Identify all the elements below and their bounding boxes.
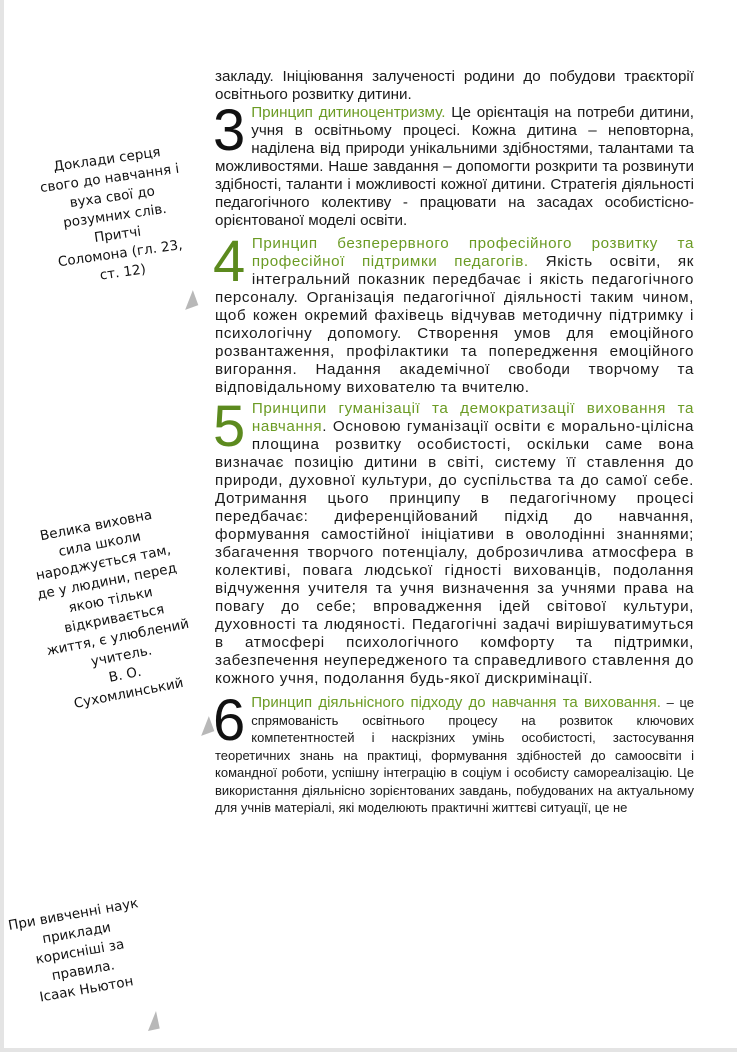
section-3-body: Це орієнтація на потреби дитини, учня в освітньому процесі. Кожна дитина – неповторна, наділена від природи унікальними здібностями, талантами та можливостями. Наше завдання – допомогти розкрити та розвинути здібності, таланти і можливості кожної дитини. Стратегія діяльності педагогічного колективу - працювати на засадах особистісно-орієнтованої моделі освіти. bbox=[215, 104, 695, 229]
main-text-column bbox=[215, 68, 694, 817]
page-curl-icon bbox=[196, 716, 215, 736]
section-4-title: Принцип безперервного професійного розвитку та професійної підтримки педагогів. bbox=[251, 235, 694, 270]
page-edge-left bbox=[0, 0, 4, 1052]
intro-paragraph: закладу. Ініціювання залученості родини до побудови траєкторії освітнього розвитку дитини. bbox=[215, 68, 694, 103]
section-6 bbox=[213, 688, 694, 817]
section-6-title: Принцип діяльнісного підходу до навчання та виховання. bbox=[251, 694, 661, 711]
section-4-body: Якість освіти, як інтегральний показник передбачає і якість педагогічного персоналу. Організація педагогічної діяльності таким чином, щоб кожен окремий фахівець відчував методичну підтримку і психологічну допомогу. Створення умов для емоційного розвантаження, профілактики та попередження емоційного вигорання. Надання академічної свободи творчому та відповідальному вихователю та вчителю. bbox=[215, 253, 694, 396]
section-5-title: Принципи гуманізації та демократизації виховання та навчання bbox=[251, 400, 694, 435]
section-4-number: 4 bbox=[213, 229, 246, 294]
page-curl-icon bbox=[180, 290, 199, 310]
section-5-body: . Основою гуманізації освіти є морально-цілісна площина розвитку особистості, оскільки саме вона визначає позицію дитини в світі, систему її ставлення до природи, духовної культури, до суспільства та до самої себе. Дотримання цього принципу в педагогічному процесі передбачає: диференційований підхід до навчання, формування самостійної ініціативи в оволодінні знаннями; збагачення творчого потенціалу, доброзичлива атмосфера в колективі, повага людської гідності вихованців, подолання відчуження учителя та учня визначення за учнями права на повагу до себе; впровадження ідей світової культури, духовності та людяності. Педагогічні задачі вирішуватимуться в атмосфері психологічного комфорту та підтримки, забезпечення неупередженого та справедливого ставлення до кожного учня, подолання будь-якої дискримінації. bbox=[215, 418, 694, 687]
page-curl-icon bbox=[144, 1011, 159, 1031]
section-5 bbox=[213, 394, 694, 688]
section-5-number: 5 bbox=[213, 394, 246, 459]
section-3-number: 3 bbox=[213, 98, 246, 163]
section-3-title: Принцип дитиноцентризму. bbox=[251, 104, 446, 121]
section-3-paragraph bbox=[213, 98, 695, 230]
section-6-number: 6 bbox=[213, 688, 246, 753]
margin-quote-sukhomlynsky: Велика виховна сила школи народжується там, де у людини, перед якою тільки відкривається життя, є улюблений учитель. В. О. Сухомлинський bbox=[34, 506, 191, 712]
margin-quote-solomon: Доклади серця свого до навчання і вуха свої до розумних слів. Притчі Соломона (гл. 23, ст. 12) bbox=[39, 144, 184, 284]
margin-quote-newton: При вивченні наук приклади корисніші за правила. Ісаак Ньютон bbox=[7, 895, 140, 1006]
section-4 bbox=[213, 229, 694, 397]
section-3 bbox=[213, 98, 695, 230]
section-5-paragraph bbox=[213, 394, 694, 688]
section-6-body: – це спрямованість освітнього процесу на розвиток ключових компетентностей і наскрізних умінь особистості, застосування теоретичних знань на практиці, формування здібностей до самоосвіти і командної роботи, успішну інтеграцію в соціум і особисту самореалізацію. Це використання діяльнісно зорієнтованих завдань, побудованих на актуальному для учнів матеріалі, які моделюють практичні життєві ситуації, це не bbox=[215, 695, 694, 815]
section-4-paragraph bbox=[213, 229, 694, 397]
page-edge-bottom bbox=[0, 1048, 737, 1052]
section-6-paragraph bbox=[213, 688, 694, 817]
